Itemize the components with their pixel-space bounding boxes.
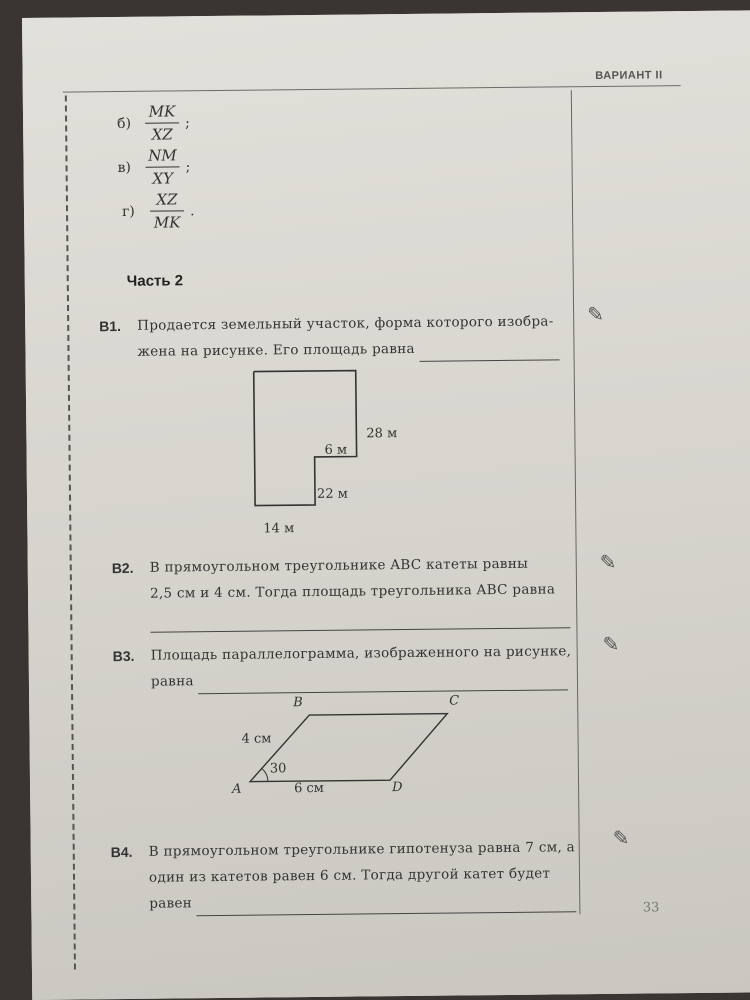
denominator: XZ	[151, 125, 173, 144]
denominator: XY	[152, 169, 174, 188]
header-rule	[63, 85, 681, 92]
label-side-ad: 6 см	[294, 780, 324, 797]
fraction	[150, 190, 184, 231]
pencil-icon: ✎	[599, 549, 617, 574]
answer-field[interactable]	[150, 613, 570, 632]
answer-field[interactable]	[419, 345, 559, 361]
task-line: равен	[149, 895, 193, 912]
task-text	[149, 834, 602, 917]
label-6m: 6 м	[324, 442, 348, 458]
variant-header: ВАРИАНТ II	[595, 69, 663, 82]
task-number: В4.	[110, 843, 133, 861]
label-22m: 22 м	[316, 486, 348, 502]
fraction	[145, 146, 179, 187]
task-line: Продается земельный участок, форма которого изобра-	[137, 313, 554, 334]
task-text	[150, 550, 593, 633]
vertex-b: B	[293, 695, 303, 711]
option-letter: г)	[121, 203, 135, 220]
answer-field[interactable]	[198, 675, 568, 694]
option-v[interactable]	[117, 146, 190, 188]
task-line: один из катетов равен 6 см. Тогда другой катет будет	[148, 865, 551, 886]
option-b[interactable]	[117, 102, 190, 144]
task-line: В прямоугольном треугольнике ABC катеты равны	[149, 555, 529, 576]
numerator: XZ	[156, 190, 178, 209]
task-text	[151, 638, 594, 695]
pencil-icon: ✎	[587, 301, 605, 327]
task-b1	[99, 308, 570, 365]
page-number: 33	[642, 900, 660, 916]
option-letter: б)	[117, 115, 132, 132]
option-g[interactable]	[122, 190, 195, 232]
label-side-ab: 4 см	[241, 731, 272, 747]
task-text	[137, 308, 570, 365]
vertex-c: C	[449, 693, 460, 709]
denominator: MK	[153, 213, 181, 232]
part-title: Часть 2	[126, 272, 184, 290]
pencil-icon: ✎	[602, 631, 620, 656]
option-letter: в)	[117, 159, 131, 176]
task-number: В1.	[99, 317, 122, 335]
numerator: NM	[148, 146, 177, 165]
margin-line	[571, 90, 581, 914]
task-line: жена на рисунке. Его площадь равна	[137, 340, 415, 360]
label-angle: 30	[269, 761, 287, 777]
pencil-icon: ✎	[612, 825, 630, 850]
fraction-bar	[146, 166, 180, 167]
angle-arc	[262, 768, 268, 781]
numerator: MK	[148, 102, 176, 121]
option-punct: ;	[185, 158, 191, 175]
answer-field[interactable]	[197, 897, 577, 916]
task-number: В2.	[111, 559, 134, 577]
fraction-bar	[150, 210, 184, 211]
task-line: В прямоугольном треугольнике гипотенуза равна 7 см, а	[148, 839, 576, 860]
cut-line	[65, 96, 76, 970]
fraction-bar	[145, 122, 179, 123]
task-b2	[112, 550, 593, 633]
option-punct: .	[189, 202, 195, 219]
task-b3	[113, 638, 594, 695]
parallelogram-figure	[235, 710, 456, 792]
task-line: Площадь параллелограмма, изображенного на рисунке,	[150, 643, 572, 664]
vertex-a: A	[232, 781, 242, 797]
task-line: 2,5 см и 4 см. Тогда площадь треугольника ABC равна	[149, 581, 556, 602]
option-punct: ;	[185, 114, 190, 131]
task-line: равна	[150, 673, 194, 690]
task-b4	[111, 834, 602, 917]
label-28m: 28 м	[366, 426, 398, 442]
worksheet-page	[22, 10, 750, 1000]
land-plot-outline	[254, 371, 357, 506]
vertex-d: D	[392, 780, 403, 796]
label-14m: 14 м	[263, 521, 295, 537]
fraction	[145, 102, 179, 143]
task-number: В3.	[112, 647, 135, 665]
